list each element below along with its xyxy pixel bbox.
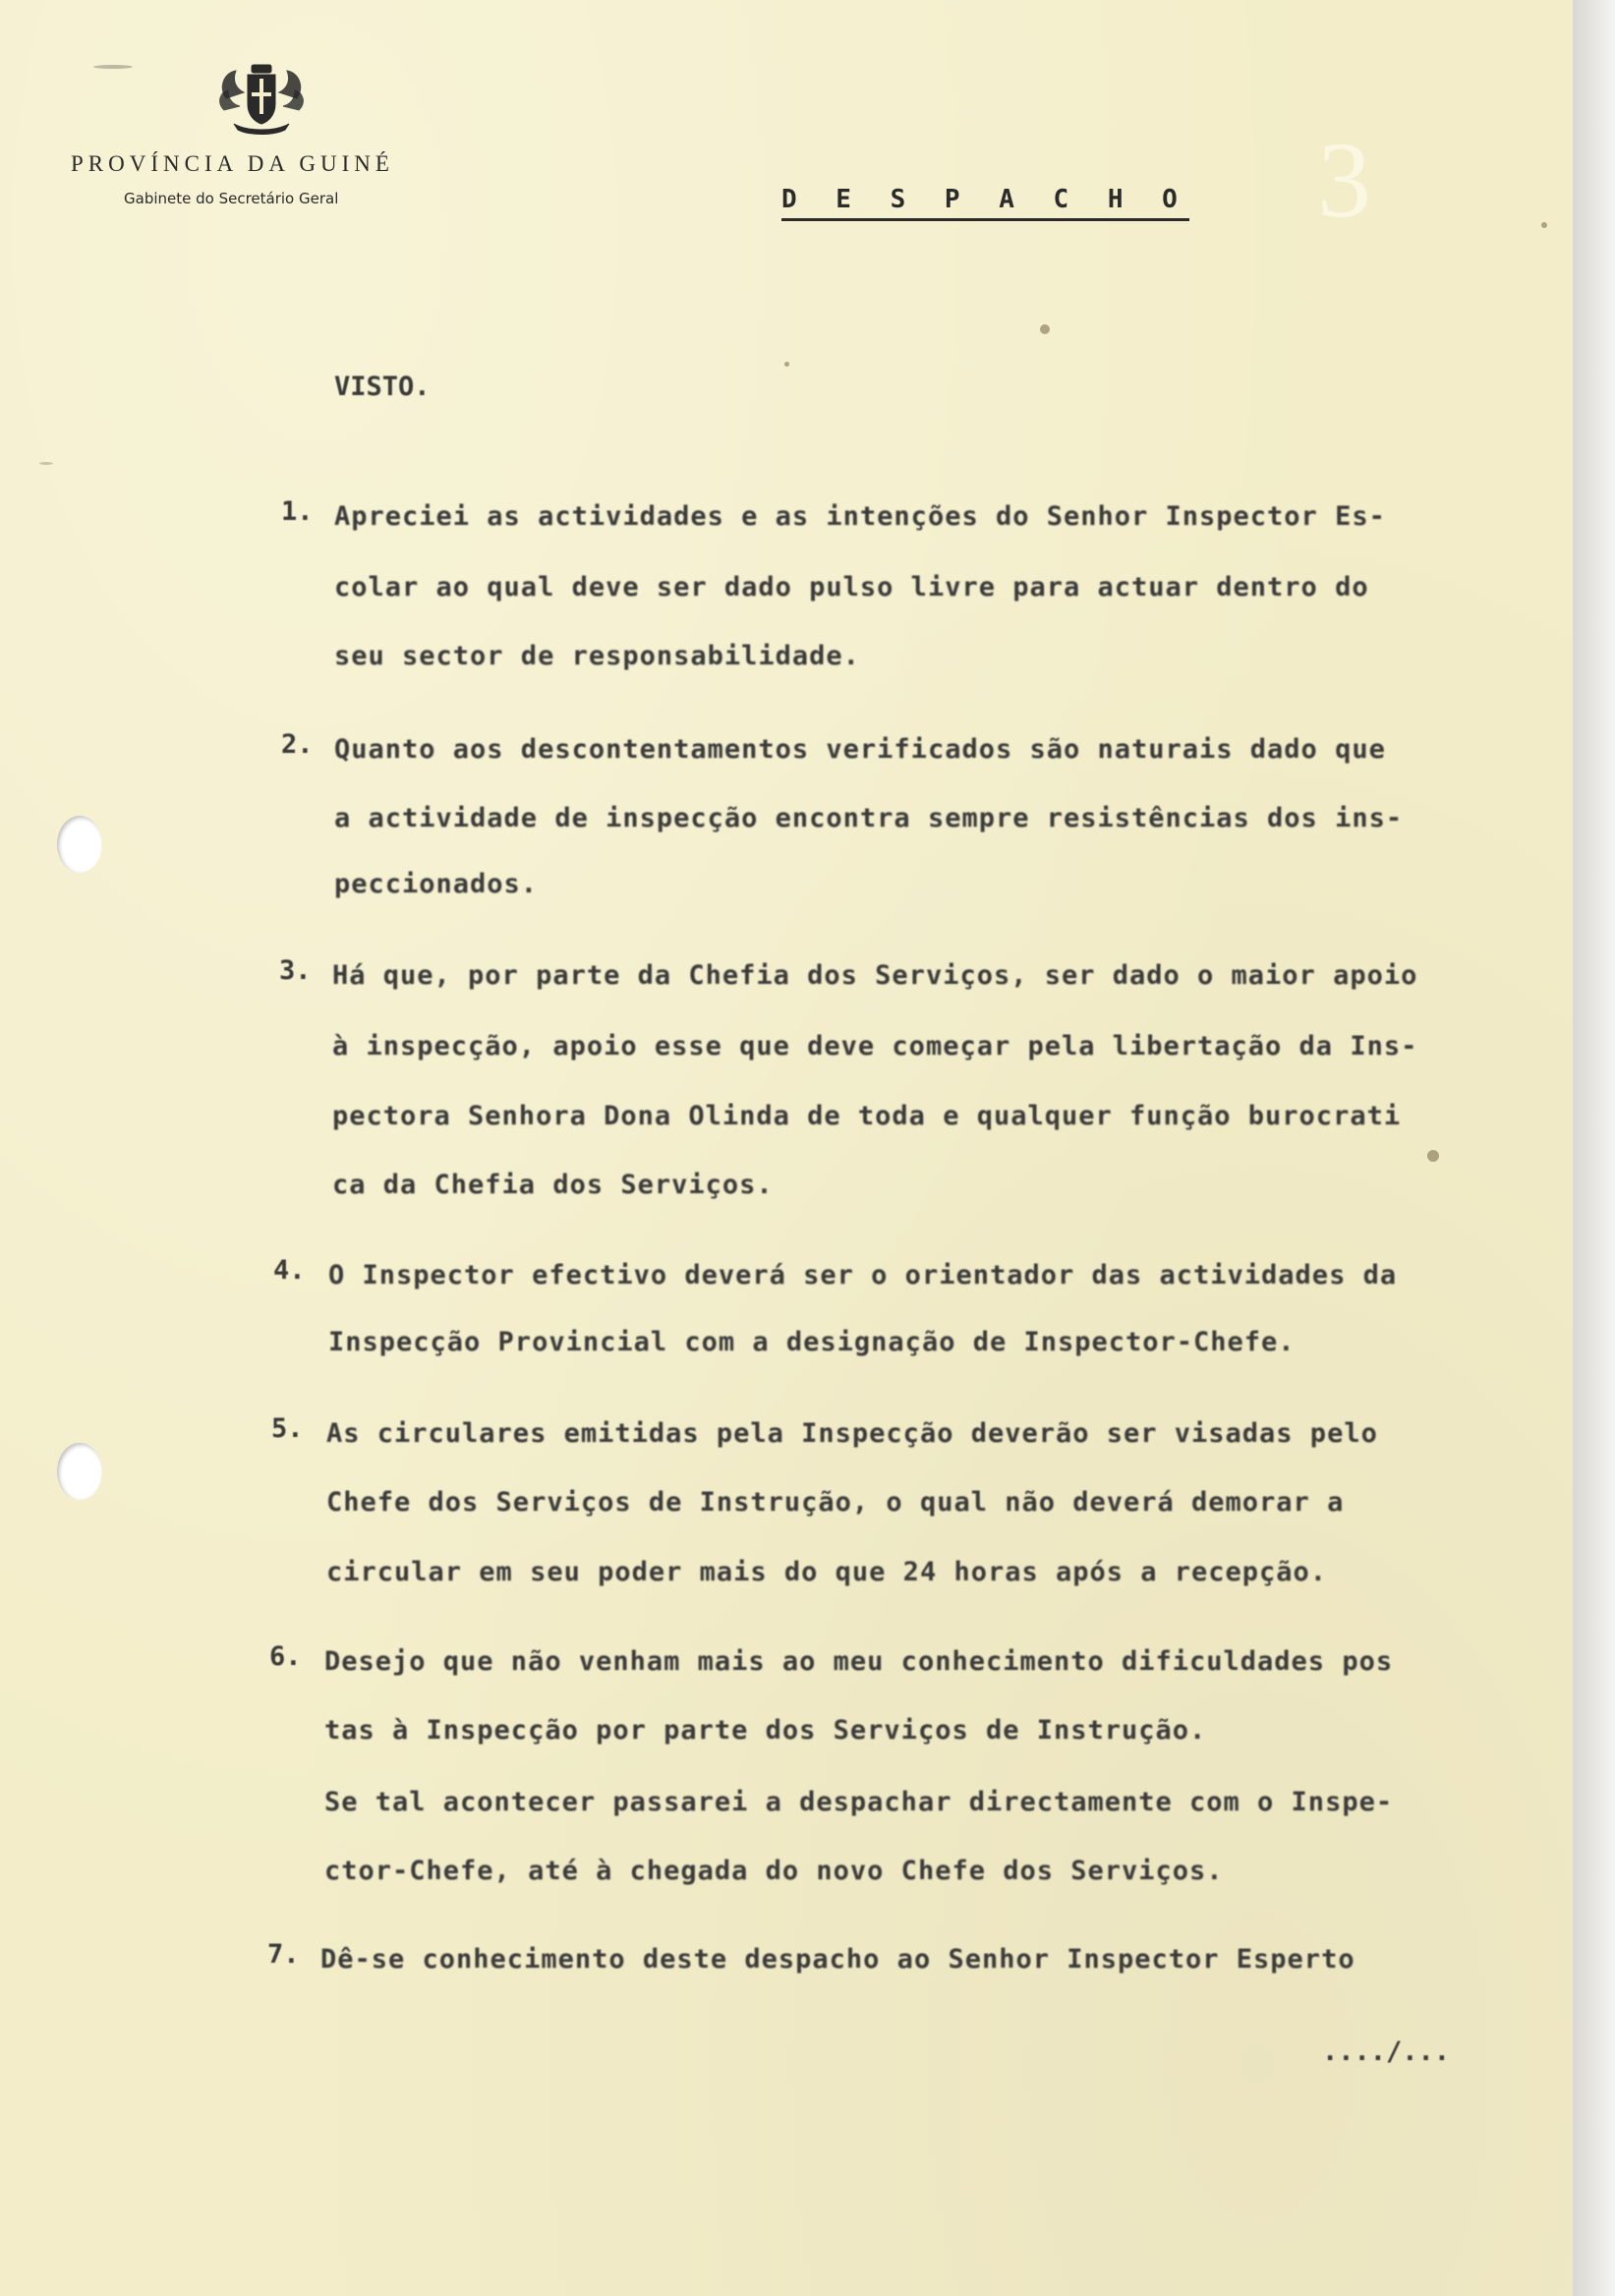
scan-background-edge [1573,0,1615,2296]
item-text-line: tas à Inspecção por parte dos Serviços de Instrução. [324,1715,1207,1746]
cabinet-subheading: Gabinete do Secretário Geral [124,190,339,207]
item-text-line: Há que, por parte da Chefia dos Serviços, ser dado o maior apoio [332,960,1418,991]
item-number: 3. [279,955,312,986]
item-number: 7. [267,1939,300,1970]
item-text-line: O Inspector efectivo deverá ser o orientador das actividades da [328,1260,1398,1291]
visto-heading: VISTO. [334,372,431,402]
province-heading: PROVÍNCIA DA GUINÉ [71,151,394,176]
item-text-line: ca da Chefia dos Serviços. [332,1170,774,1200]
paper-speck [39,462,53,465]
coat-of-arms-icon [214,59,309,138]
item-number: 2. [281,729,314,760]
paper-speck [1541,222,1547,228]
item-text-line: colar ao qual deve ser dado pulso livre para actuar dentro do [334,572,1369,603]
item-text-line: Desejo que não venham mais ao meu conhecimento dificuldades pos [324,1646,1394,1677]
item-text-line: ctor-Chefe, até à chegada do novo Chefe dos Serviços. [324,1856,1224,1886]
item-text-line: circular em seu poder mais do que 24 horas após a recepção. [326,1557,1328,1587]
item-text-line: peccionados. [334,869,539,899]
continuation-marker: ..../... [1322,2037,1451,2067]
item-text-line: a actividade de inspecção encontra sempre resistências dos ins- [334,803,1404,833]
item-number: 6. [269,1641,302,1672]
paper-speck [1427,1150,1439,1162]
item-number: 4. [273,1255,306,1286]
item-text-line: Se tal acontecer passarei a despachar directamente com o Inspe- [324,1787,1394,1817]
item-text-line: As circulares emitidas pela Inspecção deverão ser visadas pelo [326,1418,1378,1449]
item-text-line: Chefe dos Serviços de Instrução, o qual não deverá demorar a [326,1487,1345,1518]
item-text-line: seu sector de responsabilidade. [334,641,860,671]
item-text-line: Apreciei as actividades e as intenções do Senhor Inspector Es- [334,501,1386,532]
item-text-line: Quanto aos descontentamentos verificados são naturais dado que [334,734,1386,765]
item-text-line: Inspecção Provincial com a designação de Inspector-Chefe. [328,1327,1296,1357]
punch-hole [57,816,102,873]
paper-mark [93,65,133,69]
paper-speck [1040,324,1050,334]
item-text-line: à inspecção, apoio esse que deve começar pela libertação da Ins- [332,1031,1418,1062]
item-number: 5. [271,1413,304,1444]
paper-speck [784,362,789,367]
item-text-line: pectora Senhora Dona Olinda de toda e qualquer função burocrati [332,1101,1402,1131]
page-number-mark: 3 [1317,120,1371,240]
item-text-line: Dê-se conhecimento deste despacho ao Senhor Inspector Esperto [320,1944,1355,1975]
document-title: D E S P A C H O [781,185,1189,221]
punch-hole [57,1443,102,1500]
item-number: 1. [281,496,314,527]
